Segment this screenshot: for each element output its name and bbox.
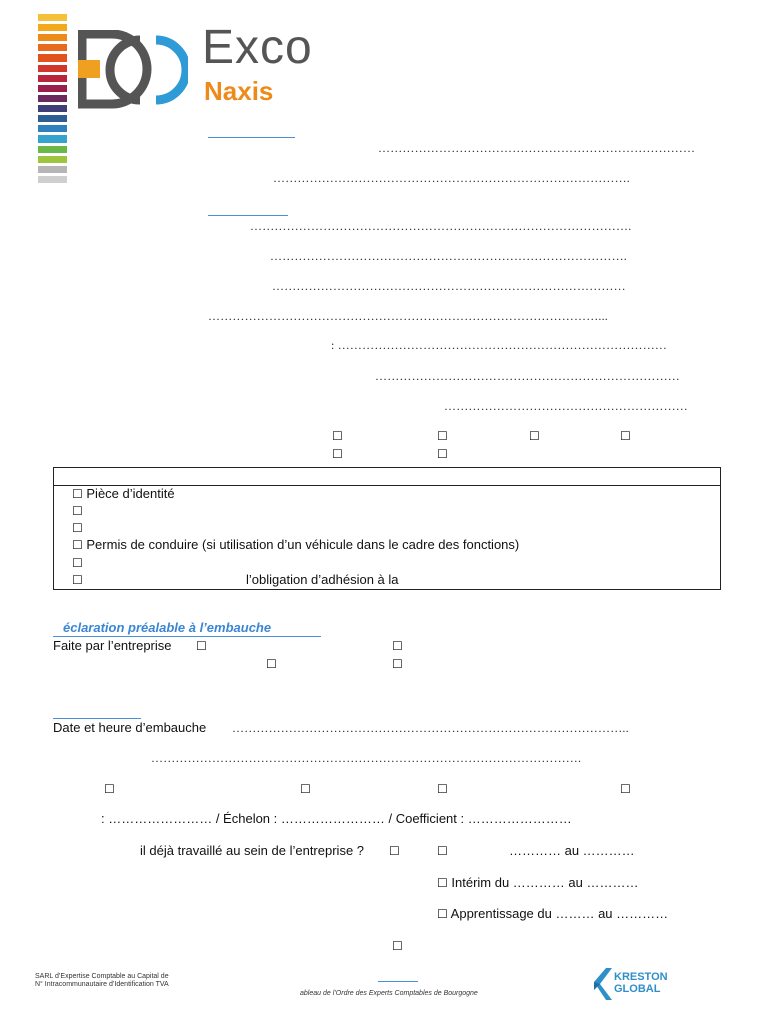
section-underline-2 [208,215,288,216]
checkbox[interactable]: ☐ [392,657,403,671]
checkbox[interactable]: ☐ [437,429,448,443]
checkbox[interactable]: ☐ [529,429,540,443]
field-dots-5[interactable]: …………………………………………………………………………… [272,279,626,293]
interim-label: Intérim du ………… au ………… [451,875,639,890]
doc-item-3 [72,520,83,535]
logo-bar [38,166,67,173]
field-dots-8[interactable]: ………………………………………………………………… [375,369,680,383]
classification-line[interactable]: : …………………… / Échelon : …………………… / Coefficient : …………………… [101,811,572,826]
logo-bar [38,65,67,72]
checkbox[interactable]: ☐ [332,429,343,443]
apprenticeship-label: Apprentissage du ……… au ………… [450,906,669,921]
logo-bar [38,135,67,142]
doc-item-id [72,486,175,501]
logo-bar [38,115,67,122]
dpae-title-underline [53,636,321,637]
field-dots-2[interactable]: ……………………………………………………………………………. [273,171,630,185]
logo-bar [38,176,67,183]
kreston-logo [592,966,682,1002]
checkbox[interactable]: ☐ [72,521,83,535]
already-worked-question: il déjà travaillé au sein de l’entreprise ? [140,843,365,858]
doc-item-label-adhesion: l’obligation d’adhésion à la [246,572,399,587]
checkbox[interactable]: ☐ [437,907,448,921]
kreston-text-2: GLOBAL [614,983,661,995]
logo-bar [38,146,67,153]
checkbox[interactable]: ☐ [300,782,311,796]
logo-naxis-text: Naxis [204,76,274,106]
checkbox[interactable]: ☐ [437,447,448,461]
field-dots-3[interactable]: …………………………………………………………………………………. [250,219,632,233]
documents-box-header [54,468,720,486]
logo-mark-icon [78,30,188,110]
logo [38,14,328,186]
doc-item-label: Pièce d’identité [86,486,175,501]
hire-line2-dots[interactable]: ……………………………………………………………………………………………. [151,751,582,765]
field-dots-7[interactable]: : ……………………………………………………………………… [331,338,668,352]
logo-bar [38,85,67,92]
field-dots-6[interactable]: ……………………………………………………………………………………... [208,309,608,323]
interim-item [437,875,639,890]
checkbox[interactable]: ☐ [437,782,448,796]
checkbox[interactable]: ☐ [266,657,277,671]
doc-item-6 [72,572,83,587]
doc-item-5 [72,555,83,570]
checkbox[interactable]: ☐ [332,447,343,461]
kreston-text-1: KRESTON [614,971,668,983]
logo-bar [38,156,67,163]
doc-item-license [72,537,519,552]
apprenticeship-item [437,906,668,921]
field-dots-4[interactable]: ……………………………………………………………………………. [270,249,627,263]
checkbox[interactable]: ☐ [620,429,631,443]
doc-item-2 [72,503,83,518]
footer-left-line2: N° Intracommunautaire d’Identification TVA [35,981,169,988]
checkbox[interactable]: ☐ [389,844,400,858]
checkbox[interactable]: ☐ [104,782,115,796]
footer-center-text: ableau de l’Ordre des Experts Comptables de Bourgogne [300,990,478,997]
logo-bar [38,54,67,61]
checkbox[interactable]: ☐ [620,782,631,796]
checkbox[interactable]: ☐ [437,876,448,890]
logo-bar [38,44,67,51]
section-underline-1 [208,137,295,138]
footer-center-underline [378,981,418,982]
dpae-title: éclaration préalable à l’embauche [63,620,272,635]
logo-bar [38,24,67,31]
footer-left-line1: SARL d’Expertise Comptable au Capital de [35,973,169,980]
logo-exco-text: Exco [202,21,313,74]
checkbox[interactable]: ☐ [72,573,83,587]
checkbox[interactable]: ☐ [72,538,83,552]
logo-bar [38,75,67,82]
field-dots-1[interactable]: …………………………………………………………………… [378,141,696,155]
checkbox[interactable]: ☐ [392,639,403,653]
hire-date-dots[interactable]: …………………………………………………………………………………….. [232,721,629,735]
logo-bar [38,34,67,41]
kreston-k-icon [592,968,612,1000]
logo-bar [38,105,67,112]
dpae-made-by-label: Faite par l’entreprise [53,638,172,653]
hire-date-label: Date et heure d’embauche [53,720,207,735]
checkbox[interactable]: ☐ [72,487,83,501]
checkbox[interactable]: ☐ [437,844,448,858]
logo-bar [38,95,67,102]
logo-bar [38,125,67,132]
checkbox[interactable]: ☐ [72,556,83,570]
doc-item-label: Permis de conduire (si utilisation d’un véhicule dans le cadre des fonctions) [86,537,520,552]
field-dots-9[interactable]: …………………………………………………… [444,399,688,413]
checkbox[interactable]: ☐ [72,504,83,518]
checkbox[interactable]: ☐ [196,639,207,653]
logo-bar [38,14,67,21]
period-1[interactable]: ………… au ………… [509,843,635,858]
logo-color-bars [38,14,67,186]
section-underline-3 [53,718,141,719]
checkbox[interactable]: ☐ [392,939,403,953]
